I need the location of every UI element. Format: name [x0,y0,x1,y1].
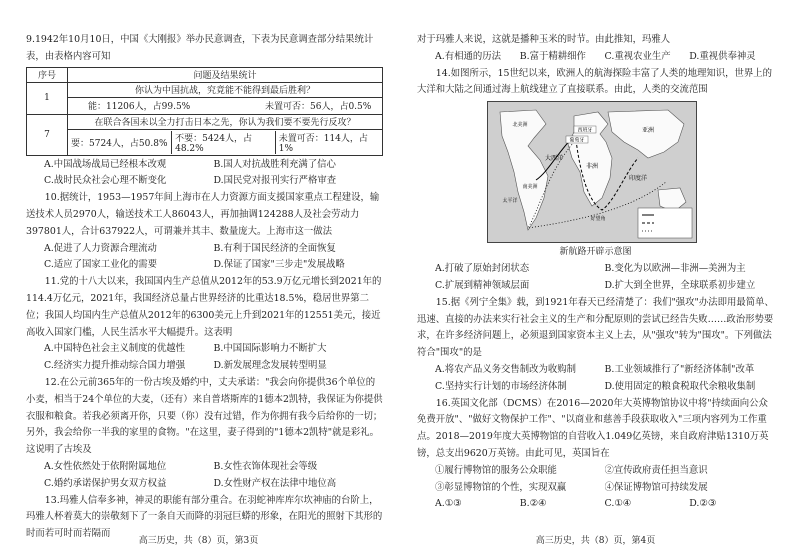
option-c[interactable]: C.战时民众社会心理不断变化 [44,175,167,187]
option-d[interactable]: D.国民党对报刊实行严格审查 [213,175,337,187]
answer-cell: 未置可否：56人，占0.5% [265,102,372,113]
option-d[interactable]: D.扩大到全世界，全球联系初步建立 [604,279,756,291]
table-header-question: 问题及结果统计 [68,67,383,82]
option-d[interactable]: D.保证了国家"三步走"发展战略 [213,259,345,271]
table-row-no: 1 [27,82,68,114]
page-4 [397,0,794,558]
option-c[interactable]: C.扩展到精神领域层面 [435,279,530,291]
answer-cell: 要：5724人，占50.8% [68,131,172,154]
q13-options [417,49,774,66]
option-c[interactable]: C.坚持实行计划的市场经济体制 [435,380,567,392]
answer-cell: 能：11206人，占99.5% [88,102,191,113]
option-b[interactable]: B.工业领域推行了"新经济体制"改革 [604,363,755,375]
q14-options [417,261,774,295]
map-label-south-america: 南美洲 [522,184,538,191]
map-caption: 新航路开辟示意图 [559,247,632,258]
answer-cell: 不要：5424人，占48.2% [172,131,276,154]
table-row-question: 在联合各国未以全力打击日本之先，你认为我们要不要先行反攻？ [68,114,383,129]
option-b[interactable]: B.国人对抗战胜利充满了信心 [213,158,336,170]
q16-stem: 16.英国文化部（DCMS）在2016—2020年大英博物馆协议中将"持续面向公众免费开放"、"做好文物保护工作"、"以商业和慈善手段获取收入"三项内容列为工作重点。2018—2019年度大英博物馆的自营收入1.049亿英镑，来自政府津贴1310万英镑，总支出9620万英镑。由此可见，英国旨在 [417,397,769,459]
q12-stem: 12.在公元前365年的一份古埃及婚约中，丈夫承诺："我会向你提供36个单位的小麦，相当于24个单位的大麦，（还有）来自普塔斯库的1德本2凯特，我保证为你提供衣服和粮食。若我必须离开你，只要（你）没有过错，作为你拥有我今后给你的一切；另外，我会给你一半我的家里的食物。"在这里，妻子得到的"1德本2凯特"就是彩礼。这说明了古埃及 [26,376,383,456]
option-d[interactable]: D.新发展理念发展转型明显 [213,360,327,372]
q9-options [26,157,383,191]
option-b[interactable]: B.富于精耕细作 [519,50,586,62]
option-a[interactable]: A.有相通的历法 [435,50,502,62]
map-label-atlantic: 大西洋 [544,155,564,163]
option-c[interactable]: C.适应了国家工业化的需要 [44,259,157,271]
q11-options [26,341,383,375]
map-label-africa: 非洲 [585,163,599,171]
statement-4: ④保证博物馆可持续发展 [604,481,708,493]
q10-options [26,241,383,275]
q16-options [417,496,774,513]
q13-stem: 13.玛雅人信奉多神，神灵的职能有部分重合。在羽蛇神库库尔坎神庙的台阶上，玛雅人杯着莫大的崇敬刻下了一条自天而降的羽冠巨蟒的形象，在阳光的照射下其形的时而若可时而若隔而 [26,494,383,540]
map-label-north-america: 北美洲 [512,122,528,129]
option-a[interactable]: A.①③ [435,498,462,510]
q12-options [26,459,383,493]
option-d[interactable]: D.重视供奉神灵 [689,50,756,62]
option-b[interactable]: B.中国国际影响力不断扩大 [213,343,327,355]
q13-continued: 对于玛雅人来说，这就是播种玉米的时节。由此推知，玛雅人 [417,34,671,45]
map-label-pacific: 太平洋 [502,198,518,205]
statement-1: ①履行博物馆的服务公众职能 [435,464,557,476]
option-a[interactable]: A.中国战场战局已经根本改观 [44,158,167,170]
option-d[interactable]: D.使用固定的粮食税取代余粮收集制 [604,380,756,392]
new-routes-map [487,101,697,243]
map-label-spain: 西班牙 [577,127,593,134]
option-a[interactable]: A.中国特色社会主义制度的优越性 [44,343,186,355]
q16-statements [417,463,774,497]
table-row-no: 7 [27,114,68,155]
map-label-cape: 好望角 [590,216,606,223]
option-d[interactable]: D.女性财产权在法律中地位高 [213,477,337,489]
map-label-indian-ocean: 印度洋 [628,175,648,183]
option-b[interactable]: B.②④ [519,498,547,510]
option-b[interactable]: B.女性衣饰体现社会等级 [213,460,318,472]
q11-stem: 11.党的十八大以来，我国国内生产总值从2012年的53.9万亿元增长到2021年的114.4万亿元，2021年，我国经济总量占世界经济的比重达18.5%，稳居世界第二位；我国人均国内生产总值从2012年的6300美元上升到2021年的12551美元，接近高收入国家门槛，人民生活水平大幅提升。这表明 [26,276,382,338]
option-a[interactable]: A.打破了原始封闭状态 [435,263,530,275]
option-c[interactable]: C.经济实力提升推动综合国力增强 [44,360,186,372]
table-row-question: 你认为中国抗战，究竟能不能得到最后胜利？ [68,82,383,97]
statement-3: ③彰显博物馆的个性，实现双赢 [435,481,567,493]
option-c[interactable]: C.①④ [604,498,632,510]
page-footer: 高三历史，共（8）页，第3页 [138,536,259,546]
statement-2: ②宣传政府责任担当意识 [604,464,708,476]
q10-stem: 10.据统计，1953—1957年间上海市在人力资源方面支援国家重点工程建设，输送技术人员2970人，输送技术工人86043人，再加抽调124288人及社会劳动力397801人，合计637922人，可谓兼并其丰、数量庞大。上海市这一做法 [26,192,380,237]
map-label-asia: 亚洲 [641,127,655,135]
option-d[interactable]: D.②③ [689,498,717,510]
q9-survey-table [26,67,383,156]
map-label-portugal: 葡萄牙 [569,137,585,144]
option-b[interactable]: B.变化为以欧洲—非洲—美洲为主 [604,263,746,275]
table-header-no: 序号 [27,67,68,82]
q14-stem: 14.如图所示，15世纪以来，欧洲人的航海探险丰富了人类的地理知识，世界上的大洋和大陆之间通过海上航线建立了直接联系。由此，人类的交流范围 [417,67,773,96]
world-map-graphic [488,102,696,242]
option-b[interactable]: B.有利于国民经济的全面恢复 [213,242,336,254]
option-c[interactable]: C.婚约承诺保护男女双方权益 [44,477,167,489]
q9-stem: 9.1942年10月10日，中国《大刚报》举办民意调查，下表为民意调查部分结果统计表，由表格内容可知 [26,34,374,62]
q15-stem: 15.据《列宁全集》载，到1921年春天已经清楚了：我们"强攻"办法即用最简单、迅速、直接的办法来实行社会主义的生产和分配原则的尝试已经告失败……政治形势要求，在许多经济问题上，必须退到国家资本主义上去，从"强攻"转为"围攻"。下列做法符合"围攻"的是 [417,296,774,359]
option-a[interactable]: A.女性依然处于依附附属地位 [44,460,167,472]
option-a[interactable]: A.将农产品义务交售制改为收购制 [435,363,577,375]
page-footer: 高三历史，共（8）页，第4页 [535,536,656,546]
option-c[interactable]: C.重视农业生产 [604,50,671,62]
q15-options [417,362,774,396]
answer-cell: 未置可否：114人，占1% [278,133,368,154]
option-a[interactable]: A.促进了人力资源合理流动 [44,242,157,254]
